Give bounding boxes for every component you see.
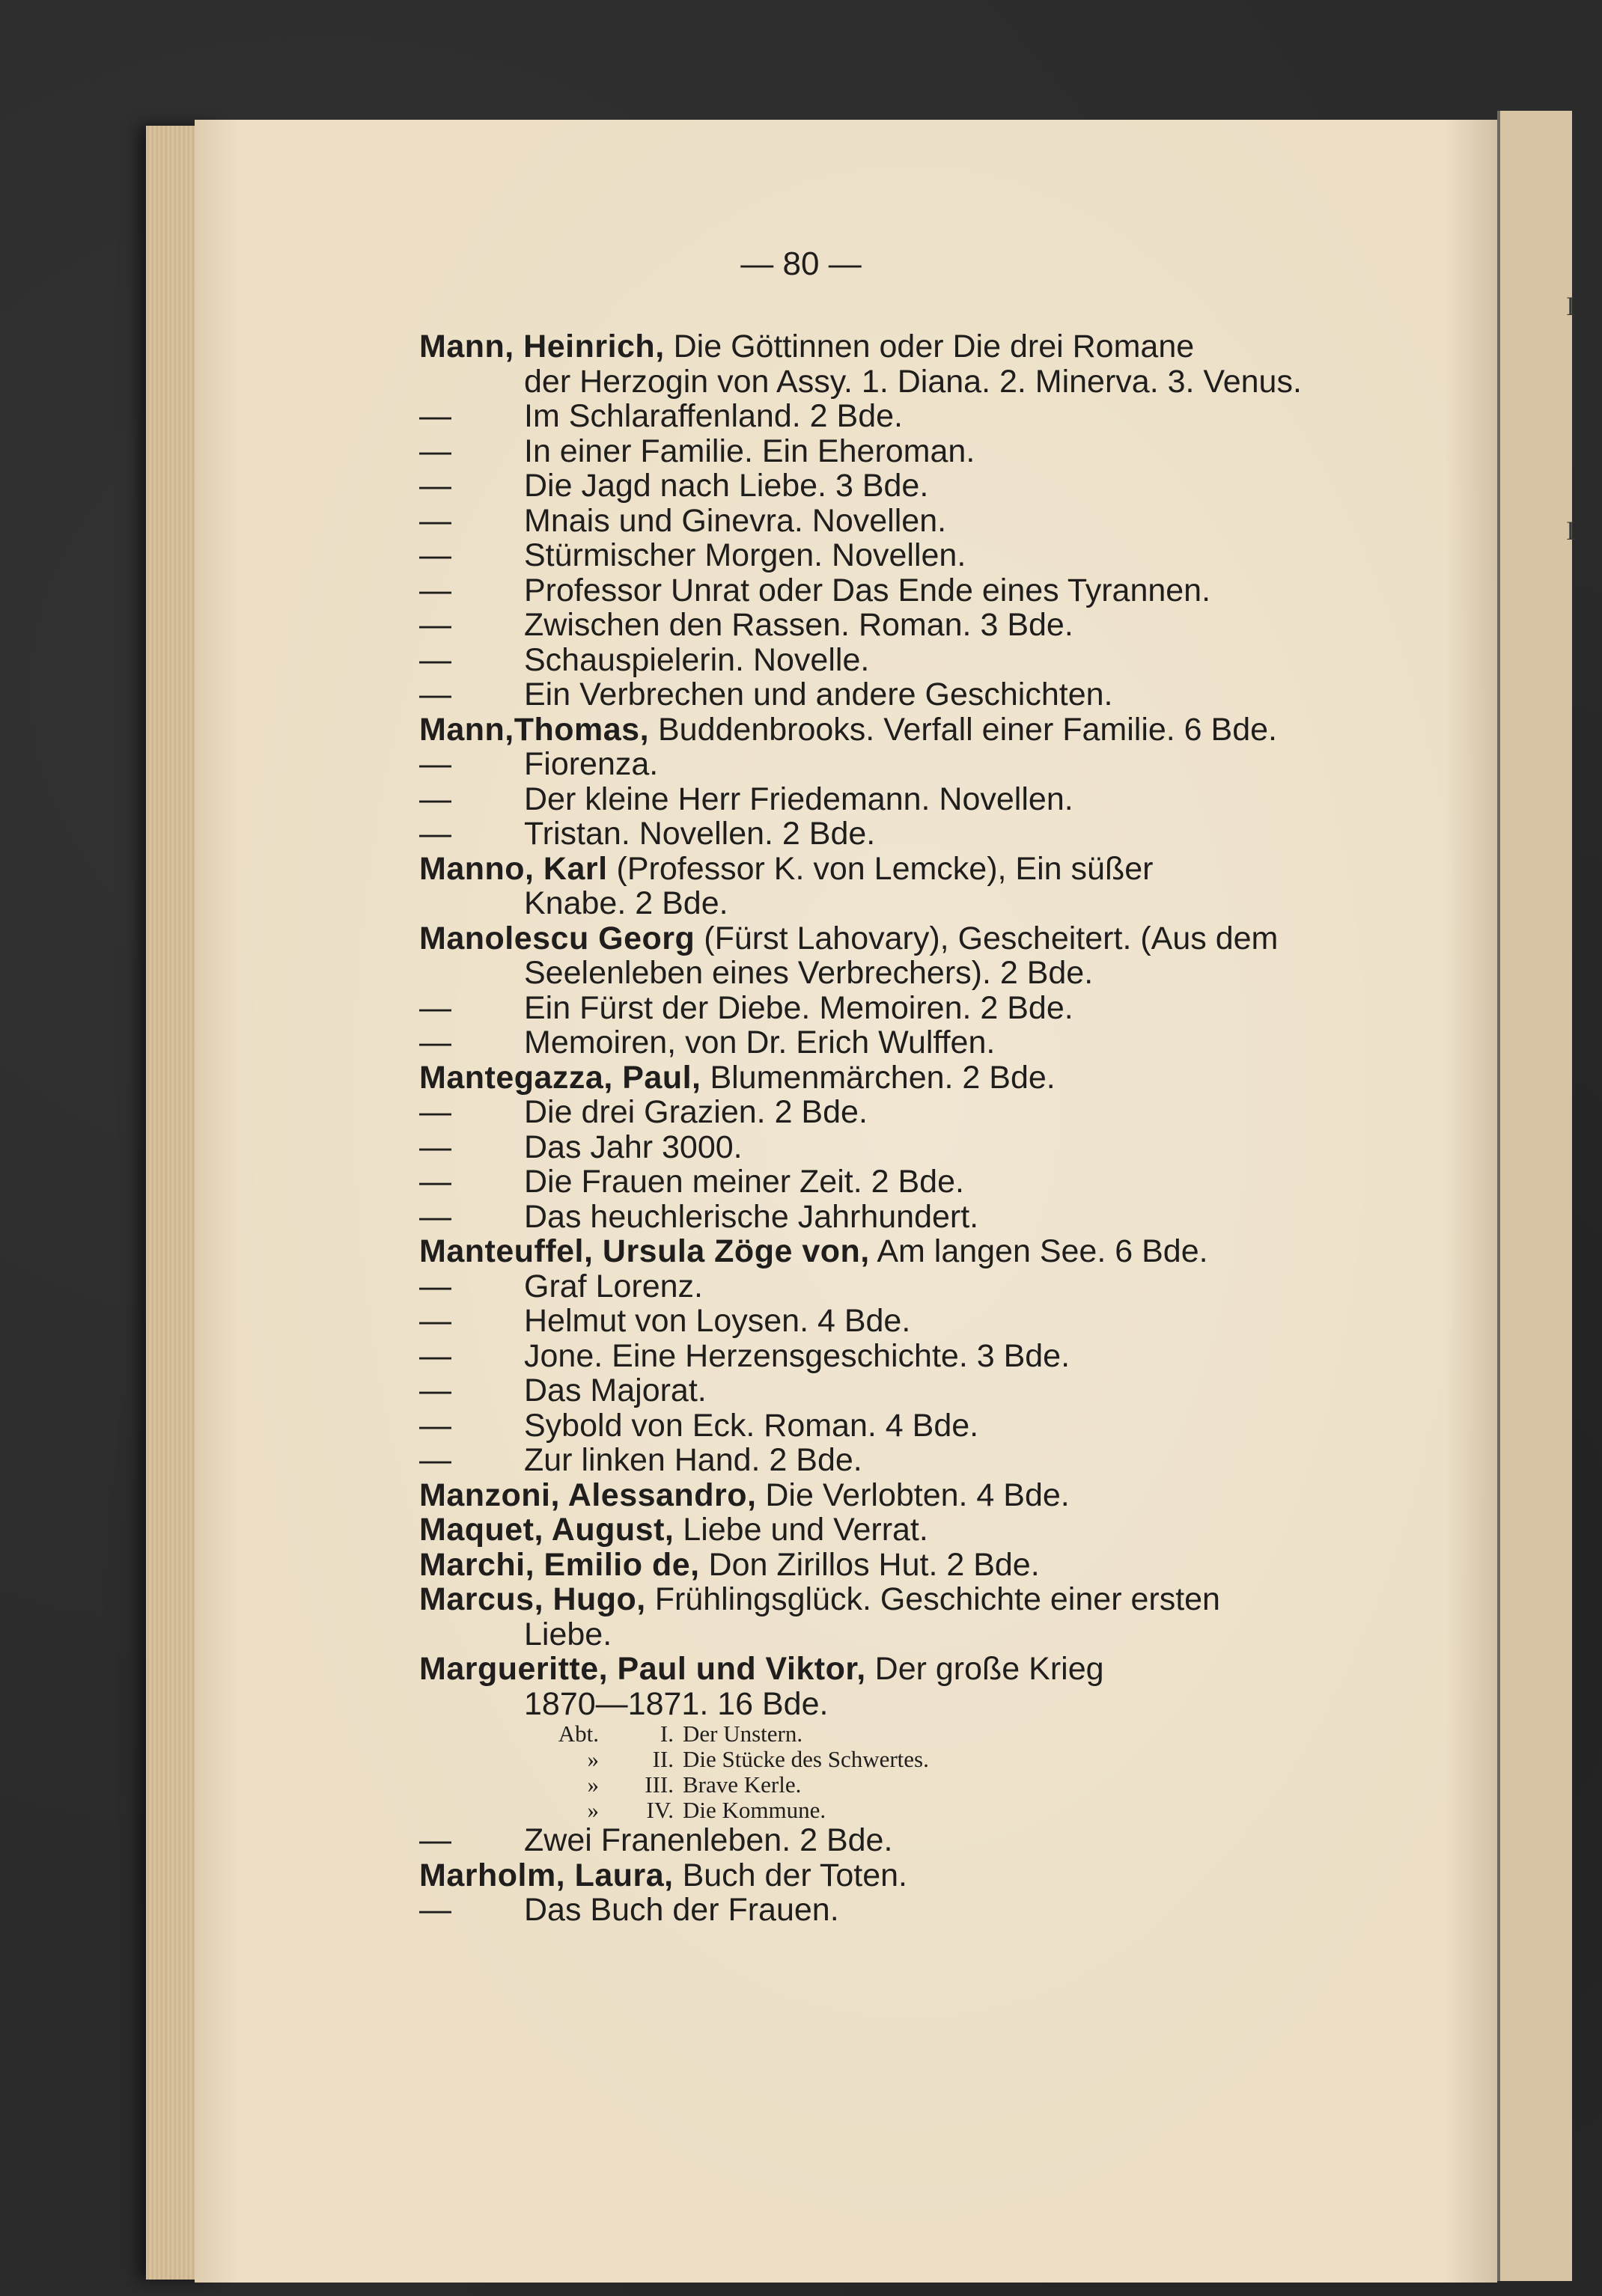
facing-page-glyph: I	[1566, 516, 1575, 546]
work-title: Am langen See. 6 Bde.	[877, 1233, 1208, 1269]
work-title: Zwei Franenleben. 2 Bde.	[524, 1822, 893, 1858]
author-entry	[419, 1234, 1602, 1269]
title-entry	[419, 1408, 1602, 1444]
work-title: Zwischen den Rassen. Roman. 3 Bde.	[524, 607, 1073, 643]
volume-line	[419, 1747, 1602, 1772]
work-title: Die Verlobten. 4 Bde.	[765, 1477, 1070, 1513]
volume-abt: »	[587, 1746, 599, 1772]
title-entry	[419, 1893, 1602, 1928]
work-title: Ein Verbrechen und andere Geschichten.	[524, 677, 1113, 712]
volume-abt: »	[587, 1797, 599, 1823]
title-entry	[419, 1304, 1602, 1339]
title-entry	[419, 1823, 1602, 1858]
title-entry	[419, 1164, 1602, 1200]
ditto-dash: —	[419, 1337, 451, 1374]
title-entry	[419, 608, 1602, 643]
ditto-dash: —	[419, 641, 451, 678]
ditto-dash: —	[419, 677, 451, 712]
author-name: Manno, Karl	[419, 850, 608, 887]
work-title: Buch der Toten.	[682, 1857, 907, 1893]
ditto-dash: —	[419, 989, 451, 1026]
author-entry	[419, 712, 1602, 748]
work-title: Zur linken Hand. 2 Bde.	[524, 1442, 862, 1478]
work-title: Professor Unrat oder Das Ende eines Tyrannen.	[524, 572, 1211, 608]
work-title: In einer Familie. Ein Eheroman.	[524, 433, 975, 469]
work-title: Der große Krieg	[874, 1651, 1104, 1687]
work-title: Schauspielerin. Novelle.	[524, 641, 870, 678]
work-title: Im Schlaraffenland. 2 Bde.	[524, 398, 903, 434]
author-entry	[419, 921, 1602, 956]
author-name: Mann,Thomas,	[419, 711, 650, 748]
work-title: Das Jahr 3000.	[524, 1129, 743, 1165]
volume-line	[419, 1772, 1602, 1798]
work-title: Der kleine Herr Friedemann. Novellen.	[524, 781, 1073, 817]
title-entry	[419, 816, 1602, 852]
ditto-dash: —	[419, 572, 451, 608]
author-name: Mann, Heinrich,	[419, 329, 665, 364]
author-name: Marcus, Hugo,	[419, 1581, 646, 1617]
author-entry	[419, 1652, 1602, 1687]
work-title: Don Zirillos Hut. 2 Bde.	[708, 1546, 1040, 1583]
title-entry	[419, 747, 1602, 782]
volume-line	[419, 1798, 1602, 1823]
work-title: Buddenbrooks. Verfall einer Familie. 6 Bde.	[657, 711, 1277, 748]
author-entry	[419, 1512, 1602, 1548]
title-entry	[419, 468, 1602, 504]
book-page	[195, 120, 1497, 2283]
ditto-dash: —	[419, 746, 451, 782]
work-title: Das Buch der Frauen.	[524, 1892, 839, 1928]
author-name: Maquet, August,	[419, 1512, 674, 1548]
author-entry	[419, 329, 1602, 364]
author-name: Manteuffel, Ursula Zöge von,	[419, 1233, 870, 1269]
title-entry	[419, 677, 1602, 712]
ditto-dash: —	[419, 398, 451, 434]
ditto-dash: —	[419, 1892, 451, 1928]
work-title: Das Majorat.	[524, 1373, 707, 1408]
volume-number: II.	[652, 1746, 674, 1772]
volume-number: I.	[660, 1721, 674, 1747]
volume-title: Der Unstern.	[683, 1721, 803, 1747]
ditto-dash: —	[419, 502, 451, 539]
volume-title: Brave Kerle.	[683, 1771, 802, 1798]
ditto-dash: —	[419, 468, 451, 504]
entry-continuation: der Herzogin von Assy. 1. Diana. 2. Minerva. 3. Venus.	[524, 363, 1302, 400]
work-title: Ein Fürst der Diebe. Memoiren. 2 Bde.	[524, 989, 1073, 1026]
work-title: Stürmischer Morgen. Novellen.	[524, 537, 966, 573]
work-title: Die Frauen meiner Zeit. 2 Bde.	[524, 1164, 964, 1200]
author-name: Marholm, Laura,	[419, 1857, 674, 1893]
work-title: Memoiren, von Dr. Erich Wulffen.	[524, 1025, 996, 1060]
ditto-dash: —	[419, 607, 451, 643]
ditto-dash: —	[419, 1094, 451, 1130]
volume-abt: »	[587, 1771, 599, 1798]
author-name: Mantegazza, Paul,	[419, 1059, 701, 1096]
author-entry	[419, 1060, 1602, 1096]
volume-number: III.	[645, 1771, 674, 1798]
title-entry	[419, 434, 1602, 469]
ditto-dash: —	[419, 1373, 451, 1408]
work-title: Mnais und Ginevra. Novellen.	[524, 502, 947, 539]
title-entry	[419, 1130, 1602, 1165]
volume-abt: Abt.	[558, 1721, 599, 1747]
ditto-dash: —	[419, 1129, 451, 1165]
volume-title: Die Stücke des Schwertes.	[683, 1746, 929, 1772]
work-title: Die drei Grazien. 2 Bde.	[524, 1094, 868, 1130]
ditto-dash: —	[419, 433, 451, 469]
author-entry	[419, 1478, 1602, 1513]
ditto-dash: —	[419, 1303, 451, 1339]
work-title: Helmut von Loysen. 4 Bde.	[524, 1303, 911, 1339]
author-name: Manolescu Georg	[419, 920, 695, 956]
entry-continuation: Knabe. 2 Bde.	[524, 885, 728, 921]
author-name: Manzoni, Alessandro,	[419, 1477, 757, 1513]
work-title: Die Göttinnen oder Die drei Romane	[673, 329, 1195, 364]
title-entry	[419, 1339, 1602, 1374]
author-entry	[419, 1548, 1602, 1583]
ditto-dash: —	[419, 1268, 451, 1304]
work-title: Das heuchlerische Jahrhundert.	[524, 1198, 979, 1235]
title-entry	[419, 399, 1602, 434]
title-entry	[419, 991, 1602, 1026]
entry-continuation: Seelenleben eines Verbrechers). 2 Bde.	[524, 955, 1094, 991]
title-entry	[419, 1200, 1602, 1235]
work-title: Frühlingsglück. Geschichte einer ersten	[654, 1581, 1220, 1617]
volume-line	[419, 1721, 1602, 1747]
title-entry	[419, 1025, 1602, 1060]
title-entry	[419, 538, 1602, 573]
title-entry	[419, 1443, 1602, 1478]
title-entry	[419, 504, 1602, 539]
facing-page-glyph: I	[1566, 291, 1575, 321]
volume-title: Die Kommune.	[683, 1797, 826, 1823]
author-entry	[419, 1582, 1602, 1617]
work-title: Liebe und Verrat.	[683, 1512, 928, 1548]
title-entry	[419, 643, 1602, 678]
work-title: Sybold von Eck. Roman. 4 Bde.	[524, 1407, 979, 1444]
work-title: Die Jagd nach Liebe. 3 Bde.	[524, 468, 929, 504]
work-title: Jone. Eine Herzensgeschichte. 3 Bde.	[524, 1337, 1070, 1374]
title-entry	[419, 1373, 1602, 1408]
ditto-dash: —	[419, 1822, 451, 1858]
ditto-dash: —	[419, 781, 451, 817]
work-title: (Fürst Lahovary), Gescheitert. (Aus dem	[704, 920, 1279, 956]
entry-continuation: 1870—1871. 16 Bde.	[524, 1685, 829, 1722]
work-title: Fiorenza.	[524, 746, 659, 782]
ditto-dash: —	[419, 1442, 451, 1478]
work-title: Tristan. Novellen. 2 Bde.	[524, 816, 876, 852]
entry-continuation: Liebe.	[524, 1616, 612, 1652]
author-entry	[419, 852, 1602, 887]
ditto-dash: —	[419, 1025, 451, 1060]
ditto-dash: —	[419, 1164, 451, 1200]
ditto-dash: —	[419, 816, 451, 852]
work-title: Graf Lorenz.	[524, 1268, 703, 1304]
ditto-dash: —	[419, 537, 451, 573]
catalog-entries	[419, 329, 1602, 1928]
volume-number: IV.	[646, 1797, 674, 1823]
title-entry	[419, 1095, 1602, 1130]
author-name: Margueritte, Paul und Viktor,	[419, 1651, 866, 1687]
page-number: — 80 —	[740, 245, 862, 282]
work-title: (Professor K. von Lemcke), Ein süßer	[616, 850, 1154, 887]
ditto-dash: —	[419, 1407, 451, 1444]
work-title: Blumenmärchen. 2 Bde.	[710, 1059, 1056, 1096]
author-name: Marchi, Emilio de,	[419, 1546, 700, 1583]
title-entry	[419, 573, 1602, 608]
title-entry	[419, 1269, 1602, 1304]
title-entry	[419, 782, 1602, 817]
author-entry	[419, 1858, 1602, 1893]
ditto-dash: —	[419, 1198, 451, 1235]
